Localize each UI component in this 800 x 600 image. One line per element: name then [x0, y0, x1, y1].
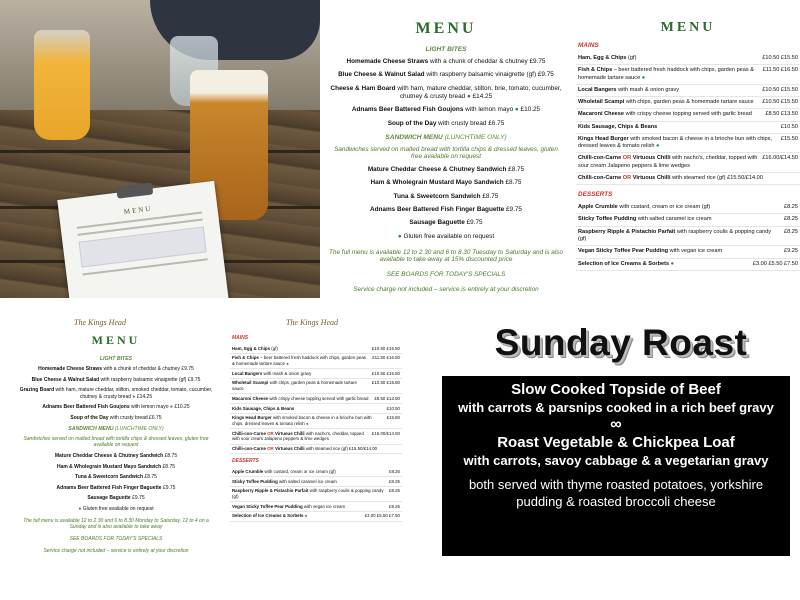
item-price: £10.50 £15.50 [762, 55, 798, 61]
item-desc: with smoked bacon & cheese in a brioche bun with chips, dressed leaves & tomato relish [232, 415, 372, 426]
item-name: Raspberry Ripple & Pistachio Parfait [578, 228, 676, 235]
item-price: £9.75 [504, 205, 522, 213]
item-price: £10.50 [386, 405, 400, 411]
item-name: Adnams Beer Battered Fish Finger Baguette [369, 205, 505, 213]
item-desc: with a chunk of cheddar & chutney [102, 366, 180, 372]
item-text [578, 248, 784, 255]
item-price: £8.75 [161, 463, 176, 470]
item-price: £8.50 £13.50 [765, 111, 798, 118]
item-price: £10.50 £15.50 [371, 370, 400, 376]
item-name-alt: Virtuous Chilli [274, 446, 305, 452]
item-price: £8.75 [143, 474, 157, 480]
dessert-item [576, 202, 800, 214]
item-price: £6.75 [486, 119, 505, 127]
item-desc: with salted caramel ice cream [636, 216, 712, 223]
item-price: £8.50 £13.50 [374, 395, 400, 401]
sandwich-item [18, 474, 214, 481]
item-price: £10.25 [518, 106, 541, 114]
item-text [232, 346, 372, 352]
dessert-item [576, 214, 800, 226]
item-text [232, 479, 389, 485]
item-desc: with ham, mature cheddar, stilton, smoked cheddar, tomato, cucumber, chutney & crusty bread [54, 387, 213, 400]
light-bite-item [328, 120, 564, 128]
dessert-item [230, 467, 402, 477]
item-name: Local Bangers [232, 370, 263, 376]
bullet-icon: ● [168, 404, 173, 410]
roast-veg-desc: with carrots, savoy cabbage & a vegetarian gravy [463, 453, 769, 468]
bullet-icon: ● [78, 505, 82, 512]
light-bite-item [328, 71, 564, 79]
item-name: Fish & Chips [578, 67, 613, 74]
sandwich-heading-sub: (LUNCHTIME ONLY) [442, 133, 507, 141]
item-text [232, 504, 389, 510]
infinity-separator: ∞ [610, 416, 622, 433]
item-name: Ham & Wholegrain Mustard Mayo Sandwich [56, 463, 162, 470]
dessert-item [230, 502, 402, 512]
main-item [230, 379, 402, 394]
item-price: £8.75 [506, 165, 525, 173]
sandwich-item [328, 206, 564, 214]
item-name: Ham, Egg & Chips [578, 55, 627, 61]
item-name: Soup of the Day [70, 414, 109, 421]
item-name: Fish & Chips [232, 355, 259, 361]
item-desc: with lemon mayo [463, 106, 514, 114]
item-price: £3.00 £5.50 £7.50 [364, 513, 400, 519]
sunday-roast-board [442, 376, 790, 556]
item-text [578, 136, 781, 151]
item-price: £10.50 £15.50 [762, 99, 798, 106]
item-text [232, 406, 387, 412]
item-price: £10.50 £15.50 [371, 345, 400, 351]
item-name: Kids Sausage, Chips & Beans [578, 123, 658, 130]
main-item [230, 404, 402, 414]
item-text [578, 155, 762, 170]
photo-plank-gap [0, 150, 320, 153]
item-name: Sausage Baguette [409, 219, 465, 227]
item-price: £8.25 [389, 488, 400, 494]
sandwich-note: Sandwiches served on malted bread with tortilla chips & dressed leaves, gluten free available on request [23, 436, 209, 448]
item-price: £9.75 [130, 495, 145, 501]
bullet-icon: ● [304, 420, 309, 426]
photo-clipboard-menu [57, 181, 228, 298]
small-mains-menu-page [230, 318, 402, 600]
or-label: OR [621, 174, 633, 181]
bullet-icon: ● [513, 106, 519, 114]
item-name: Vegan Sticky Toffee Pear Pudding [232, 503, 303, 509]
item-text [232, 446, 400, 452]
item-price: £9.75 [161, 484, 176, 491]
menu-title: MENU [415, 20, 477, 37]
item-price: £10.50 £15.50 [371, 380, 400, 386]
main-item [576, 53, 800, 65]
light-bite-item [18, 415, 214, 422]
item-name-alt: Virtuous Chilli [274, 430, 305, 436]
item-name: Blue Cheese & Walnut Salad [338, 71, 425, 79]
item-price: £11.50 £16.50 [372, 355, 400, 361]
light-bites-heading: LIGHT BITES [425, 46, 467, 53]
item-price: £8.25 [784, 204, 798, 211]
item-name: Homemade Cheese Straws [346, 58, 429, 65]
item-desc: with ham, mature cheddar, stilton, brie, tomato, cucumber, chutney & crusty bread [395, 84, 562, 100]
light-bite-item [18, 387, 214, 400]
item-name: Grazing Board [19, 387, 55, 393]
item-name: Adnams Beer Battered Fish Finger Baguette [56, 484, 162, 491]
sandwich-item [328, 179, 564, 187]
menu-title: MENU [91, 333, 141, 347]
light-bite-item [18, 366, 214, 373]
menu-title: MENU [660, 20, 716, 35]
main-item [230, 394, 402, 404]
item-price: £6.75 [147, 414, 162, 421]
item-name: Kings Head Burger [578, 135, 629, 142]
item-desc: with raspberry coulis & popping candy (gf) [578, 228, 772, 242]
sandwich-note: Sandwiches served on malted bread with tortilla chips & dressed leaves, gluten free available on request [334, 145, 558, 160]
item-text [232, 396, 374, 402]
main-item [230, 429, 402, 444]
item-name: Local Bangers [578, 86, 617, 93]
item-desc: with lemon mayo [129, 404, 169, 410]
item-desc: with steamed rice (gf) £15.50/£14.00 [670, 174, 763, 181]
item-price: £11.50 £16.50 [762, 67, 798, 74]
item-name: Apple Crumble [578, 204, 618, 211]
sandwich-item [18, 495, 214, 502]
item-name: Mature Cheddar Cheese & Chutney Sandwich [367, 165, 507, 173]
item-desc: with nacho's, cheddar, topped with sour cream Jalapeno peppers & lime wedges [578, 155, 758, 169]
roast-veg-title: Roast Vegetable & Chickpea Loaf [497, 434, 735, 451]
item-name: Selection of Ice Creams & Sorbets [232, 513, 304, 519]
item-name: Kings Head Burger [232, 415, 272, 421]
item-desc: with vegan ice cream [668, 248, 723, 255]
item-name: Selection of Ice Creams & Sorbets [578, 260, 670, 267]
light-bite-item [18, 404, 214, 411]
item-name: Soup of the Day [387, 119, 437, 127]
item-name: Chilli-con-Carne [232, 446, 266, 452]
roast-sides-desc: both served with thyme roasted potatoes, yorkshire pudding & roasted broccoli cheese [468, 477, 764, 509]
item-desc: with raspberry balsamic vinaigrette (gf) [424, 71, 537, 79]
item-name: Adnams Beer Battered Fish Goujons [42, 404, 130, 410]
item-name: Chilli-con-Carne [232, 430, 266, 436]
bullet-icon: ● [303, 513, 308, 519]
item-desc: with custard, cream or ice cream (gf) [617, 204, 711, 211]
desserts-heading: DESSERTS [578, 191, 613, 199]
item-price: £9.75 [527, 58, 546, 65]
kings-head-logo: The Kings Head [74, 318, 126, 327]
mains-menu-page [576, 20, 800, 298]
roast-beef-title: Slow Cooked Topside of Beef [511, 381, 721, 398]
item-text [578, 216, 784, 223]
main-item [576, 122, 800, 134]
dessert-item [576, 227, 800, 247]
item-price: £8.75 [503, 179, 522, 187]
item-desc: with chips, garden peas & homemade tartare sauce [624, 99, 754, 106]
item-name: Adnams Beer Battered Fish Goujons [351, 106, 464, 114]
main-item [230, 369, 402, 379]
item-name: Cheese & Ham Board [330, 84, 396, 92]
bullet-icon: ● [654, 143, 660, 150]
main-item [576, 109, 800, 121]
item-name: Tuna & Sweetcorn Sandwich [393, 192, 481, 200]
item-price: £8.25 [784, 216, 798, 223]
item-name: Wholetail Scampi [232, 380, 269, 386]
item-desc: with crispy cheese topping served with garlic bread [268, 395, 369, 401]
item-text [232, 371, 372, 377]
gluten-note [328, 233, 564, 241]
bullet-icon: ● [465, 92, 471, 100]
sandwich-heading-text: SANDWICH MENU [385, 133, 443, 141]
item-name: Apple Crumble [232, 468, 264, 474]
dessert-item [230, 477, 402, 487]
bullet-icon: ● [131, 393, 136, 400]
dessert-item [576, 246, 800, 258]
main-item [576, 153, 800, 173]
item-desc: with raspberry coulis & popping candy (gf) [232, 488, 384, 499]
item-text [232, 415, 387, 426]
light-bite-item [328, 85, 564, 102]
item-price: £8.25 [784, 228, 798, 235]
item-desc: with mash & onion gravy [262, 370, 312, 376]
item-price: £15.50 [780, 135, 798, 142]
mains-heading: MAINS [232, 335, 249, 341]
item-desc: (gf) [626, 55, 637, 61]
or-label: OR [621, 155, 633, 162]
item-text [578, 204, 784, 211]
item-name-alt: Virtuous Chilli [632, 174, 671, 181]
item-name: Macaroni Cheese [578, 111, 625, 118]
main-item [576, 85, 800, 97]
item-desc: with chips, garden peas & homemade tartare sauce [232, 380, 357, 392]
bullet-icon: ● [284, 360, 289, 366]
photo-pub-table [0, 0, 320, 298]
item-text [232, 469, 389, 475]
item-desc: with mash & onion gravy [616, 86, 680, 93]
desserts-heading: DESSERTS [232, 458, 259, 465]
item-desc: with nacho's, cheddar, topped with sour cream Jalapeno peppers & lime wedges [232, 430, 364, 442]
clipboard-menu-title: MENU [123, 204, 153, 217]
main-item [576, 65, 800, 85]
item-text [578, 229, 784, 244]
item-name: Ham & Wholegrain Mustard Mayo Sandwich [370, 179, 504, 187]
light-bite-item [328, 58, 564, 66]
item-price: £9.25 [389, 503, 400, 509]
main-item [576, 134, 800, 154]
item-text [232, 380, 372, 391]
dessert-item [230, 512, 402, 522]
item-text [578, 87, 762, 94]
item-name: Sticky Toffee Pudding [232, 478, 278, 484]
boards-note: SEE BOARDS FOR TODAY'S SPECIALS [69, 536, 163, 542]
service-note: Service charge not included – service is entirely at your discretion [43, 548, 189, 554]
sunday-roast-title: Sunday Roast [494, 322, 748, 363]
item-price: £9.75 [179, 366, 194, 372]
item-desc: – beer battered fresh haddock with chips, garden peas & homemade tartare sauce [232, 355, 366, 366]
item-text [578, 111, 765, 118]
dessert-item [576, 259, 800, 271]
item-name: Vegan Sticky Toffee Pear Pudding [578, 248, 669, 255]
sandwich-item [18, 453, 214, 460]
item-text [578, 55, 762, 62]
item-desc: with custard, cream or ice cream (gf) [263, 468, 336, 474]
main-item [230, 445, 402, 455]
sandwich-heading-text: SANDWICH MENU [68, 426, 114, 432]
item-text [578, 99, 762, 106]
sandwich-heading-sub: (LUNCHTIME ONLY) [113, 426, 164, 432]
item-name: Kids Sausage, Chips & Beans [232, 405, 295, 411]
item-price: £8.75 [163, 453, 178, 459]
item-desc: with salted caramel ice cream [277, 478, 337, 484]
bullet-icon: ● [640, 74, 646, 81]
or-label: OR [265, 430, 275, 436]
item-desc: with a chunk of cheddar & chutney [428, 58, 528, 65]
item-name: Sticky Toffee Pudding [578, 216, 637, 223]
item-price: £14.25 [135, 393, 153, 400]
bullet-icon: ● [669, 260, 675, 267]
item-name: Blue Cheese & Walnut Salad [31, 376, 100, 383]
item-text [232, 513, 365, 519]
sandwich-item [18, 485, 214, 492]
item-name: Mature Cheddar Cheese & Chutney Sandwich [54, 453, 164, 459]
sandwich-item [328, 193, 564, 201]
item-price: £10.25 [172, 404, 190, 410]
light-bite-item [18, 377, 214, 384]
item-desc: (gf) [270, 345, 278, 351]
item-price: £14.25 [470, 92, 493, 100]
main-item [576, 173, 800, 185]
item-price: £8.25 [389, 478, 400, 484]
or-label: OR [265, 446, 275, 452]
sandwich-heading [328, 134, 564, 141]
item-name: Ham, Egg & Chips [232, 345, 271, 351]
roast-beef-desc: with carrots & parsnips cooked in a rich beef gravy [458, 400, 774, 415]
main-item [230, 344, 402, 354]
gluten-note-text: Gluten free available on request [82, 505, 154, 512]
light-bites-heading: LIGHT BITES [99, 356, 133, 362]
item-desc: with crusty bread [436, 119, 487, 127]
item-text [578, 261, 753, 268]
item-price: £8.25 [389, 468, 400, 474]
item-name: Chilli-con-Carne [578, 155, 622, 162]
availability-note: The full menu is available 12 to 2.30 and 6 to 8.30 Monday to Saturday, 12 to 4 on a Sunday and is also available to take away [23, 518, 209, 530]
item-text [578, 67, 763, 82]
item-name-alt: Virtuous Chilli [632, 155, 671, 162]
item-text [578, 175, 798, 182]
main-item [230, 414, 402, 429]
light-bite-item [328, 106, 564, 114]
item-price: £15.50 [386, 415, 400, 421]
item-desc: with steamed rice (gf) £15.50/£14.00 [304, 446, 378, 452]
item-desc: with crispy cheese topping served with garlic bread [624, 111, 752, 118]
gluten-note [18, 506, 214, 513]
item-text [232, 431, 372, 442]
item-price: £16.00/£14.50 [762, 155, 798, 162]
item-price: £9.25 [784, 248, 798, 255]
item-price: £16.00/£14.50 [371, 430, 400, 436]
main-item [576, 97, 800, 109]
sandwich-item [18, 464, 214, 471]
item-text [578, 124, 781, 131]
sandwich-item [328, 166, 564, 174]
item-name: Chilli-con-Carne [578, 174, 622, 181]
item-name: Homemade Cheese Straws [38, 366, 103, 372]
item-desc: with smoked bacon & cheese in a brioche bun with chips, dressed leaves & tomato relish [578, 135, 773, 150]
kings-head-logo: The Kings Head [286, 318, 338, 327]
dessert-item [230, 487, 402, 502]
gluten-note-text: Gluten free available on request [403, 232, 495, 240]
bullet-icon: ● [397, 232, 402, 240]
main-item [230, 354, 402, 369]
item-name: Sausage Baguette [87, 495, 131, 501]
mains-heading: MAINS [578, 42, 599, 49]
item-desc: – beer battered fresh haddock with chips, garden peas & homemade tartare sauce [578, 67, 754, 81]
light-bites-menu-page [328, 20, 564, 298]
availability-note: The full menu is available 12 to 2.30 and 6 to 8.30 Tuesday to Saturday and is also available to take away at 15% discounted price [329, 248, 563, 263]
item-name: Macaroni Cheese [232, 395, 269, 401]
item-name: Raspberry Ripple & Pistachio Parfait [232, 488, 309, 494]
item-price: £10.50 £15.50 [762, 86, 798, 93]
item-name: Wholetail Scampi [578, 99, 625, 106]
sandwich-heading [18, 426, 214, 432]
item-desc: with crusty bread [108, 414, 148, 421]
item-price: £10.50 [780, 123, 798, 130]
item-price: £8.75 [480, 192, 499, 200]
boards-note: SEE BOARDS FOR TODAY'S SPECIALS [386, 270, 506, 278]
item-desc: with raspberry balsamic vinaigrette (gf) [99, 376, 187, 383]
item-desc: with vegan ice cream [302, 503, 346, 509]
item-name: Tuna & Sweetcorn Sandwich [75, 474, 144, 480]
item-price: £9.75 [464, 219, 483, 227]
item-price: £3.00 £5.50 £7.50 [752, 260, 798, 267]
item-price: £9.75 [186, 376, 201, 383]
small-light-bites-menu-page [18, 318, 214, 600]
sandwich-item [328, 219, 564, 227]
item-text [232, 355, 372, 366]
photo-orange-drink [34, 30, 90, 140]
service-note: Service charge not included – service is entirely at your discretion [353, 285, 539, 293]
item-price: £9.75 [536, 71, 554, 79]
item-text [232, 488, 389, 499]
